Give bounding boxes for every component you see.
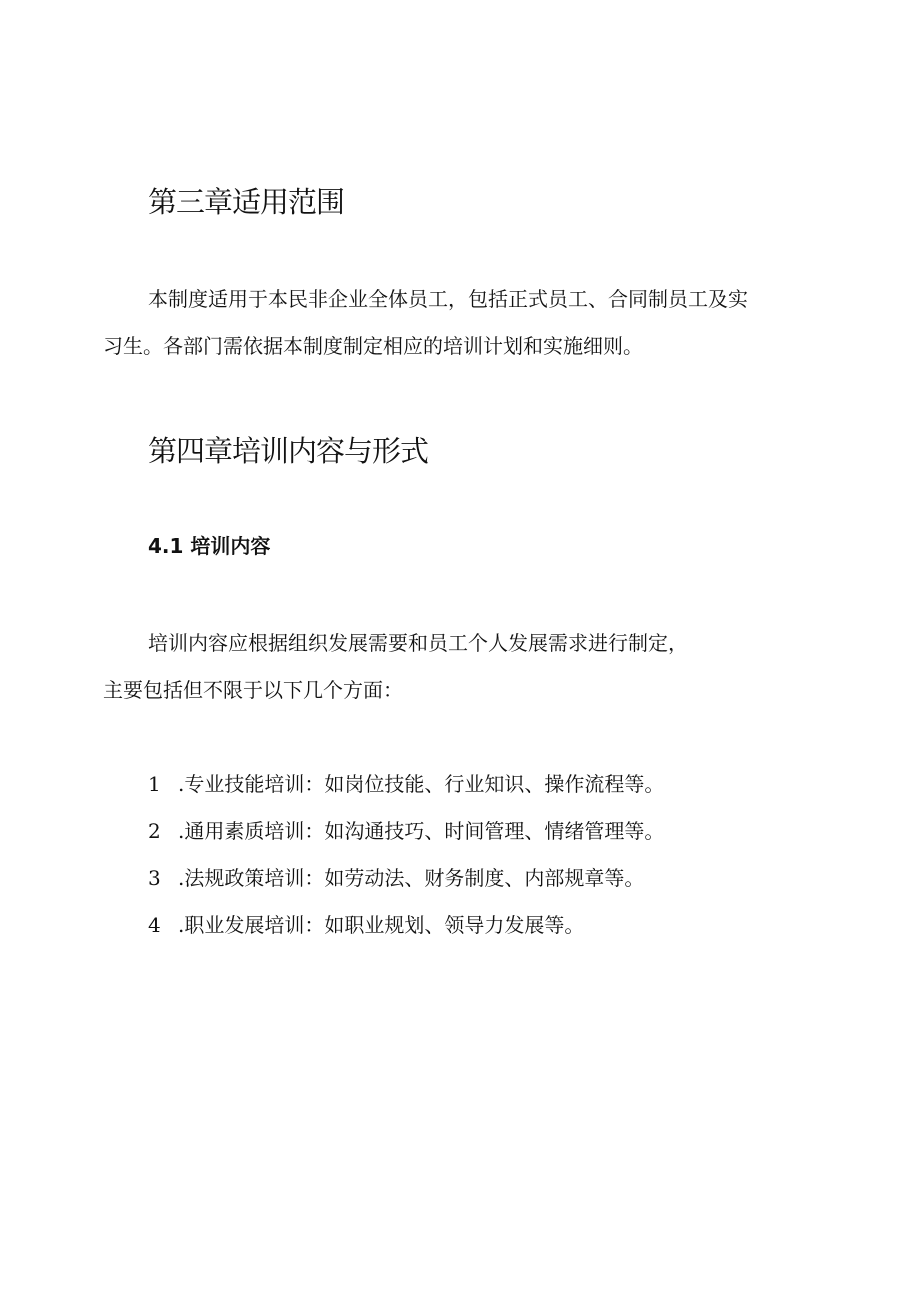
list-item-text: .专业技能培训：如岗位技能、行业知识、操作流程等。	[178, 772, 665, 796]
chapter-3-paragraph-line-1: 本制度适用于本民非企业全体员工，包括正式员工、合同制员工及实	[148, 287, 748, 311]
list-item	[148, 815, 664, 844]
list-item-number: 1	[148, 772, 161, 796]
list-item-number: 2	[148, 819, 161, 843]
chapter-3-paragraph-line-2: 习生。各部门需依据本制度制定相应的培训计划和实施细则。	[103, 334, 643, 358]
list-item	[148, 862, 644, 891]
section-4-1-paragraph-line-1: 培训内容应根据组织发展需要和员工个人发展需求进行制定，	[148, 631, 688, 655]
list-item-number: 4	[148, 913, 161, 937]
list-item-text: .通用素质培训：如沟通技巧、时间管理、情绪管理等。	[178, 819, 665, 843]
list-item	[148, 909, 584, 938]
list-item-text: .职业发展培训：如职业规划、领导力发展等。	[178, 913, 585, 937]
section-4-1-paragraph-line-2: 主要包括但不限于以下几个方面：	[103, 678, 403, 702]
chapter-4-heading: 第四章培训内容与形式	[148, 434, 429, 468]
chapter-3-heading: 第三章适用范围	[148, 185, 345, 219]
list-item	[148, 768, 664, 797]
list-item-number: 3	[148, 866, 161, 890]
section-4-1-heading: 4.1 培训内容	[148, 534, 271, 558]
list-item-text: .法规政策培训：如劳动法、财务制度、内部规章等。	[178, 866, 645, 890]
